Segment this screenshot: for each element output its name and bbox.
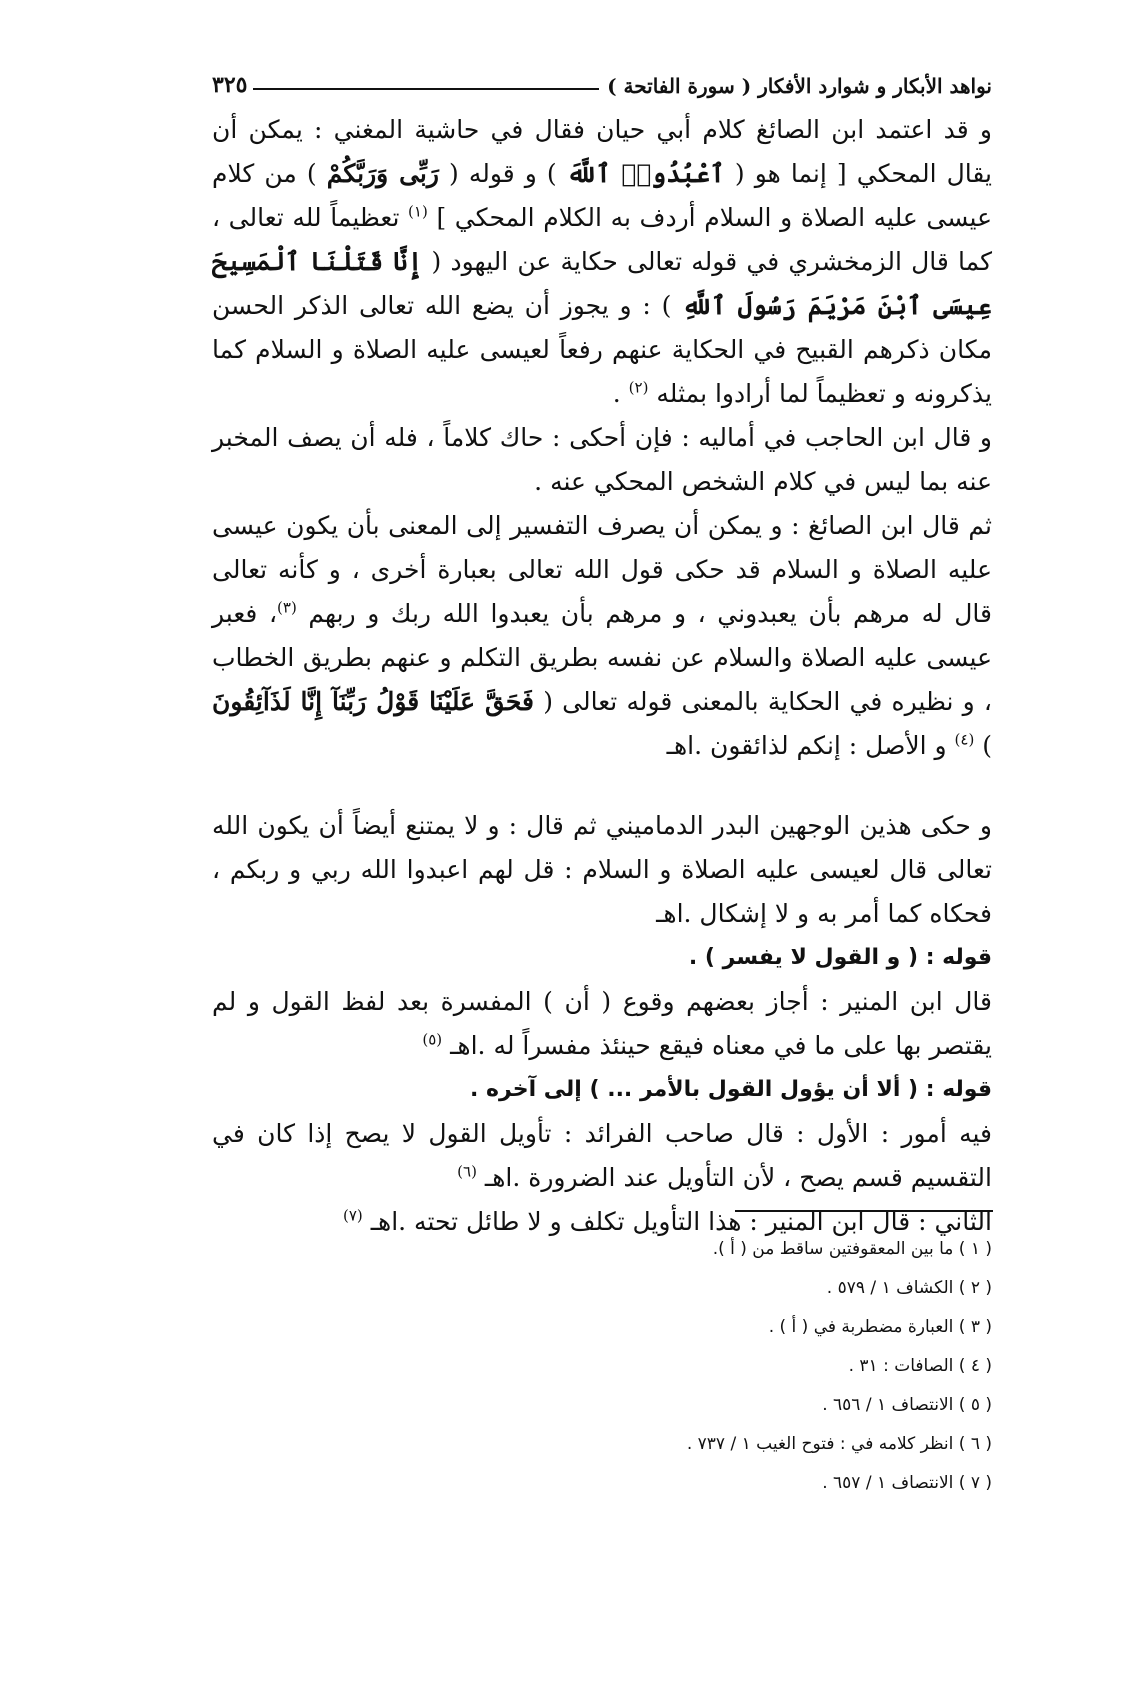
header-title: نواهد الأبكار و شوارد الأفكار ( سورة الفاتحة ) xyxy=(607,74,992,98)
footnote-ref[interactable]: (٢) xyxy=(628,378,649,397)
paragraph-6 xyxy=(212,1112,992,1200)
text-run: تعظيماً لله تعالى ، كما قال الزمخشري في قوله تعالى حكاية عن اليهود ( xyxy=(212,203,993,276)
footnote-item: ( ٥ ) الانتصاف ١ / ٦٥٦ . xyxy=(822,1395,992,1415)
footnote-ref[interactable]: (٧) xyxy=(342,1206,363,1225)
footnote-ref[interactable]: (١) xyxy=(408,202,428,221)
text-run: فيه أمور : الأول : قال صاحب الفرائد : تأويل القول لا يصح إذا كان في التقسيم قسم يصح ، لأن التأويل عند الضرورة .اهـ xyxy=(212,1119,992,1192)
text-run: ) xyxy=(974,731,992,760)
running-header xyxy=(212,58,992,98)
footnote-item: ( ٧ ) الانتصاف ١ / ٦٥٧ . xyxy=(822,1473,992,1493)
paragraph-3 xyxy=(212,504,992,768)
text-run: ) : و يجوز أن يضع الله تعالى الذكر الحسن مكان ذكرهم القبيح في الحكاية عنهم رفعاً لعيسى عليه الصلاة و السلام كما يذكرونه و تعظيماً لما أرادوا بمثله xyxy=(212,291,992,408)
text-run: قال ابن المنير : أجاز بعضهم وقوع ( أن ) المفسرة بعد لفظ القول و لم يقتصر بها على ما في معناه فيقع حينئذ مفسراً له .اهـ xyxy=(212,987,992,1060)
footnote-item: ( ٣ ) العبارة مضطربة في ( أ ) . xyxy=(768,1317,992,1337)
quran-verse: فَحَقَّ عَلَيْنَا قَوْلُ رَبِّنَآ إِنَّا لَذَآئِقُونَ xyxy=(212,687,534,716)
footnote-item: ( ٤ ) الصافات : ٣١ . xyxy=(848,1356,992,1376)
paragraph-4: و حكى هذين الوجهين البدر الدماميني ثم قال : و لا يمتنع أيضاً أن يكون الله تعالى قال لعيسى عليه الصلاة و السلام : قل لهم اعبدوا الله ربي و ربكم ، فحكاه كما أمر به و لا إشكال .اهـ xyxy=(212,811,992,928)
footnotes xyxy=(212,1230,992,1503)
footnote-ref[interactable]: (٥) xyxy=(422,1030,443,1049)
footnote-ref[interactable]: (٣) xyxy=(277,598,297,617)
text-run: الثاني : قال ابن المنير : هذا التأويل تكلف و لا طائل تحته .اهـ xyxy=(362,1207,992,1236)
page-number: ٣٢٥ xyxy=(212,72,248,98)
paragraph-5 xyxy=(212,980,992,1068)
footnote-item: ( ١ ) ما بين المعقوفتين ساقط من ( أ ). xyxy=(712,1239,992,1259)
text-run: ) و قوله ( xyxy=(438,159,567,188)
quran-verse: إِنَّا قَتَلْنَا ٱلْمَسِيحَ عِيسَى ٱبْنَ مَرْيَمَ رَسُولَ ٱللَّهِ xyxy=(212,247,992,320)
text-run: . xyxy=(612,379,629,408)
footnote-ref[interactable]: (٤) xyxy=(954,730,975,749)
text-run: ، فعبر عيسى عليه الصلاة والسلام عن نفسه بطريق التكلم و عنهم بطريق الخطاب ، و نظيره في الحكاية بالمعنى قوله تعالى ( xyxy=(212,599,993,716)
footnote-item: ( ٦ ) انظر كلامه في : فتوح الغيب ١ / ٧٣٧ . xyxy=(686,1434,992,1454)
section-heading-1: قوله : ( و القول لا يفسر ) . xyxy=(688,945,992,970)
main-text xyxy=(212,108,992,1244)
quran-verse: رَبِّى وَرَبَّكُمْ xyxy=(326,159,439,188)
paragraph-1 xyxy=(212,108,992,416)
text-run: ثم قال ابن الصائغ : و يمكن أن يصرف التفسير إلى المعنى بأن يكون عيسى عليه الصلاة و السلام قد حكى قول الله تعالى بعبارة أخرى ، و كأنه تعالى قال له مرهم بأن يعبدوني ، و مرهم بأن يعبدوا الله ربك و ربهم xyxy=(212,511,992,628)
section-heading-2: قوله : ( ألا أن يؤول القول بالأمر ... ) إلى آخره . xyxy=(470,1077,992,1102)
footnote-separator xyxy=(735,1210,993,1212)
text-run: ) من كلام عيسى عليه الصلاة و السلام أردف به الكلام المحكي ] xyxy=(212,159,993,232)
header-rule xyxy=(253,88,599,90)
paragraph-2: و قال ابن الحاجب في أماليه : فإن أحكى : حاك كلاماً ، فله أن يصف المخبر عنه بما ليس في كلام الشخص المحكي عنه . xyxy=(212,423,992,496)
footnote-item: ( ٢ ) الكشاف ١ / ٥٧٩ . xyxy=(826,1278,992,1298)
text-run: و قد اعتمد ابن الصائغ كلام أبي حيان فقال في حاشية المغني : يمكن أن يقال المحكي [ إنما هو ( xyxy=(212,115,992,188)
footnote-ref[interactable]: (٦) xyxy=(457,1162,477,1181)
text-run: و الأصل : إنكم لذائقون .اهـ xyxy=(666,731,955,760)
quran-verse: ٱعْبُدُوا۟ ٱللَّهَ xyxy=(566,159,725,188)
